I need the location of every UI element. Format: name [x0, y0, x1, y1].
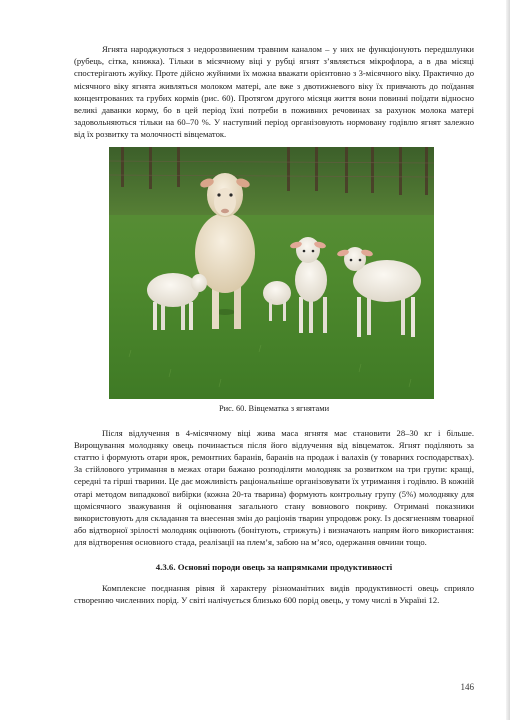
- figure-caption: Рис. 60. Вівцематка з ягнятами: [218, 403, 330, 413]
- page-body: [74, 43, 474, 606]
- paragraph-young-stock-rearing: Після відлучення в 4-місячному віці жива маса ягнятя має становити 28–30 кг і більше. Вирощування молодняку овець починається після його відлучення від вівцематок. Ягнят поділяють за статтю і формують отари ярок, ремонтних баранів, баранів на продаж і валахів (у товарних господарствах). За стійлового утримання в межах отари бажано розподіляти молодняк за розвитком на три групи: кращі, середні та гірші тварини. Це дає можливість раціональніше організовувати їх утримання і годівлю. В кожній отарі методом випадкової вибірки (кожна 20-та тварина) формують контрольну групу (5%) молодняку для щомісячного зважування й оцінювання загального стану вовнового покриву. Отримані показники використовують для складання та внесення змін до раціонів тварин упродовж року. Із досягненням товарної або відтворної зрілості молодняк оцінюють (бонітують, стрижуть) і визначають напрям його використання: для відтворення основного стада, реалізації на плем’я, забою на м’ясо, одержання овчини тощо.: [74, 427, 474, 548]
- page-number: 146: [460, 682, 474, 692]
- page-edge-shadow: [506, 0, 510, 720]
- figure-ewe-with-lambs: [109, 147, 434, 399]
- paragraph-sheep-breeds: Комплексне поєднання рівня й характеру різноманітних видів продуктивності овець сприяло створенню численних порід. У світі налічується близько 600 порід овець, у тому числі в Україні 12.: [74, 582, 474, 605]
- section-heading: 4.3.6. Основні породи овець за напрямками продуктивності: [155, 561, 393, 572]
- sheep-photo-illustration: [109, 147, 434, 399]
- paragraph-lamb-feeding: Ягнята народжуються з недорозвиненим травним каналом – у них не функціонують передшлунки (рубець, сітка, книжка). Тільки в місячному віці у рубці ягнят з’являється мікрофлора, а в два місяці спостерігають жуйку. Проте дійсно жуйними їх можна вважати орієнтовно з 3-місячного віку. Практично до місячного віку ягнята живляться молоком матері, але вже з двотижневого віку їх привчають до поїдання концентрованих та грубих кормів (рис. 60). Протягом другого місяця життя вони повинні поїдати відносно великі даванки корму, бо в цей період їхні потреби в поживних речовинах за рахунок молока матері задовольняються тільки на 60–70 %. У наступний період організовують нормовану годівлю ягнят залежно від їх розвитку та молочності вівцематок.: [74, 44, 474, 140]
